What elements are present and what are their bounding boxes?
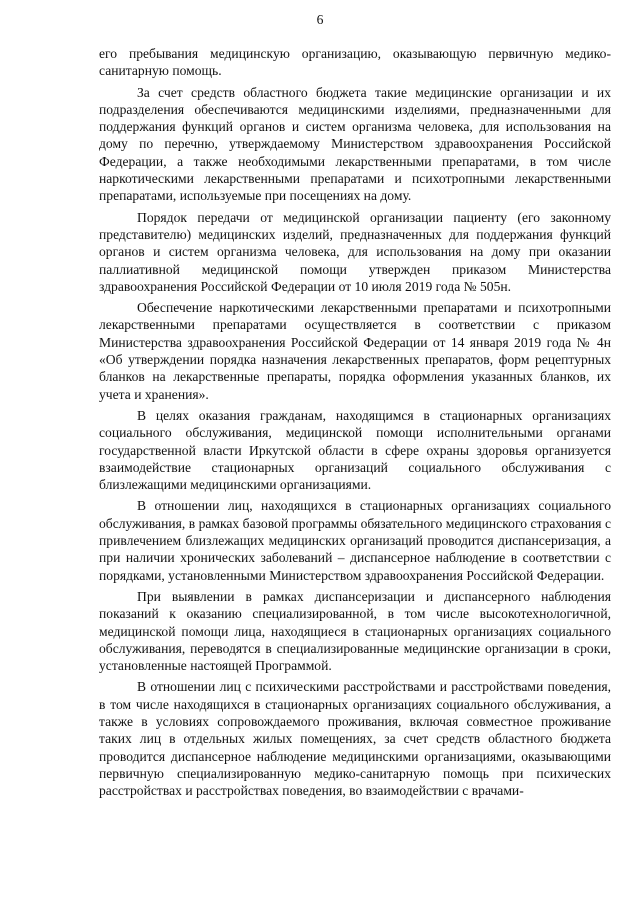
paragraph-6: В отношении лиц, находящихся в стационарных организациях социального обслуживания, в рамках базовой программы обязательного медицинского страхования с привлечением близлежащих медицинских организаций проводится диспансеризация, а при наличии хронических заболеваний – диспансерное наблюдение в соответствии с порядками, установленными Министерством здравоохранения Российской Федерации.	[99, 498, 611, 583]
paragraph-7: При выявлении в рамках диспансеризации и диспансерного наблюдения показаний к оказанию специализированной, в том числе высокотехнологичной, медицинской помощи лица, находящиеся в стационарных организациях социального обслуживания, переводятся в специализированные медицинские организации в сроки, установленные настоящей Программой.	[99, 588, 611, 674]
paragraph-8: В отношении лиц с психическими расстройствами и расстройствами поведения, в том числе находящихся в стационарных организациях социального обслуживания, а также в условиях сопровождаемого проживания, включая совместное проживание таких лиц в отдельных жилых помещениях, за счет средств областного бюджета проводится диспансерное наблюдение медицинскими организациями, оказывающими первичную специализированную медико-санитарную помощь при психических расстройствах и расстройствах поведения, во взаимодействии с врачами-	[99, 679, 611, 799]
document-body	[99, 45, 611, 803]
paragraph-4: Обеспечение наркотическими лекарственными препаратами и психотропными лекарственными препаратами осуществляется в соответствии с приказом Министерства здравоохранения Российской Федерации от 14 января 2019 года № 4н «Об утверждении порядка назначения лекарственных препаратов, форм рецептурных бланков на лекарственные препараты, порядка оформления указанных бланков, их учета и хранения».	[99, 300, 611, 402]
paragraph-5: В целях оказания гражданам, находящимся в стационарных организациях социального обслуживания, медицинской помощи исполнительными органами государственной власти Иркутской области в сфере охраны здоровья организуется взаимодействие стационарных организаций социального обслуживания с близлежащими медицинскими организациями.	[99, 407, 611, 493]
paragraph-2: За счет средств областного бюджета такие медицинские организации и их подразделения обеспечиваются медицинскими изделиями, предназначенными для поддержания функций органов и систем организма человека, для использования на дому по перечню, утверждаемому Министерством здравоохранения Российской Федерации, а также необходимыми лекарственными препаратами, в том числе наркотическими лекарственными препаратами и психотропными лекарственными препаратами, используемые при посещениях на дому.	[99, 84, 611, 204]
page-number: 6	[316, 12, 324, 27]
paragraph-3: Порядок передачи от медицинской организации пациенту (его законному представителю) медицинских изделий, предназначенных для поддержания функций органов и систем организма человека, для использования на дому при оказании паллиативной медицинской помощи утвержден приказом Министерства здравоохранения Российской Федерации от 10 июля 2019 года № 505н.	[99, 209, 611, 294]
paragraph-1: его пребывания медицинскую организацию, оказывающую первичную медико-санитарную помощь.	[99, 46, 611, 79]
